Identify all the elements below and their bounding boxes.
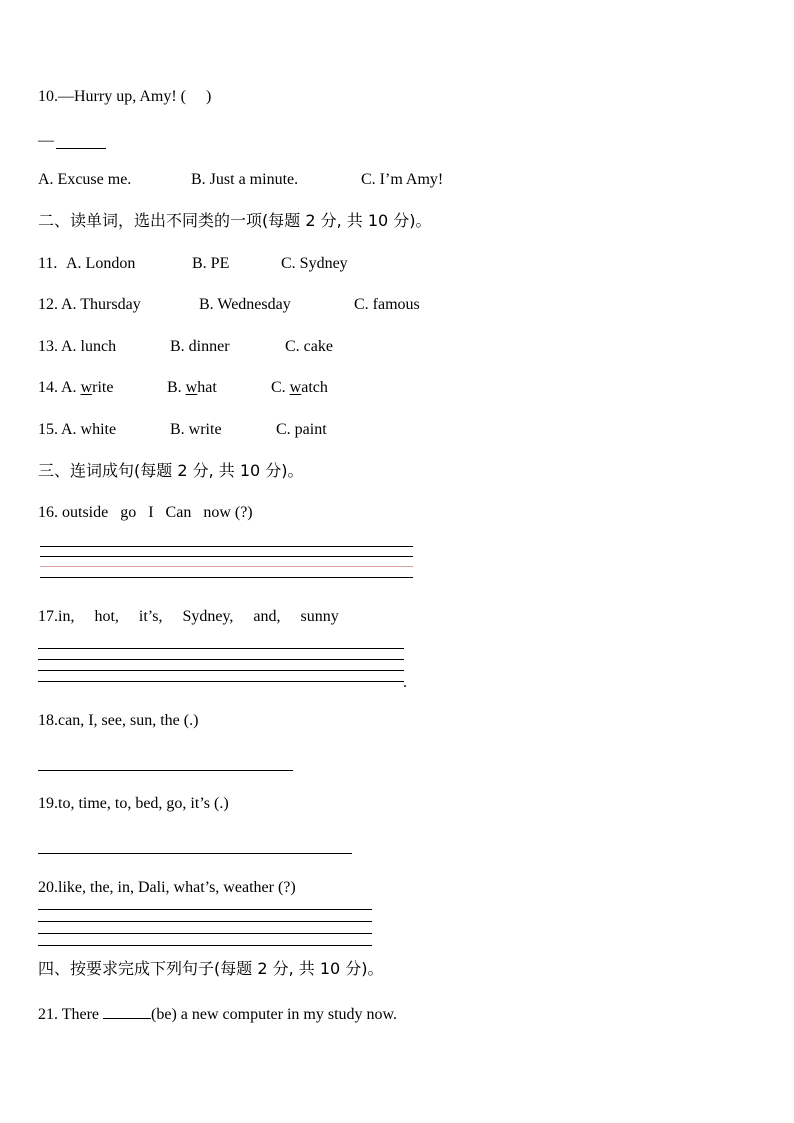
q10-option-a: A. Excuse me. bbox=[38, 171, 132, 188]
q10-answer-dash: — bbox=[38, 132, 54, 149]
q17-writing-line[interactable] bbox=[38, 681, 404, 682]
section4-title: 四、按要求完成下列句子(每题 2 分, 共 10 分)。 bbox=[38, 959, 384, 978]
q16-writing-line[interactable] bbox=[40, 556, 413, 557]
q20-words: 20.like, the, in, Dali, what’s, weather (?) bbox=[38, 879, 296, 896]
q18-answer-line[interactable] bbox=[38, 770, 293, 771]
q15-option-c: C. paint bbox=[276, 421, 327, 438]
q10-stem: 10.—Hurry up, Amy! ( ) bbox=[38, 88, 212, 105]
q13-option-b: B. dinner bbox=[170, 338, 230, 355]
q16-words: 16. outside go I Can now (?) bbox=[38, 504, 253, 521]
section3-title: 三、连词成句(每题 2 分, 共 10 分)。 bbox=[38, 461, 304, 480]
q10-option-c: C. I’m Amy! bbox=[361, 171, 444, 188]
q13-option-a: A. lunch bbox=[61, 338, 117, 355]
q17-end-period: . bbox=[403, 674, 407, 691]
q20-writing-line[interactable] bbox=[38, 921, 372, 922]
q17-writing-line[interactable] bbox=[38, 648, 404, 649]
q13-option-c: C. cake bbox=[285, 338, 333, 355]
q21-answer-blank[interactable] bbox=[103, 1004, 151, 1019]
q13-number: 13. bbox=[38, 338, 58, 355]
q15-option-a: A. white bbox=[61, 421, 117, 438]
q10-option-b: B. Just a minute. bbox=[191, 171, 299, 188]
q14-option-c: C. watch bbox=[271, 379, 328, 396]
q17-writing-line[interactable] bbox=[38, 659, 404, 660]
q17-words: 17.in, hot, it’s, Sydney, and, sunny bbox=[38, 608, 339, 625]
q12-option-b: B. Wednesday bbox=[199, 296, 291, 313]
q20-writing-line[interactable] bbox=[38, 933, 372, 934]
q20-writing-line[interactable] bbox=[38, 909, 372, 910]
q16-writing-line[interactable] bbox=[40, 546, 413, 547]
q18-words: 18.can, I, see, sun, the (.) bbox=[38, 712, 199, 729]
section2-title: 二、读单词，选出不同类的一项(每题 2 分, 共 10 分)。 bbox=[38, 211, 432, 230]
q15-number: 15. bbox=[38, 421, 58, 438]
q21-text: 21. There (be) a new computer in my study now. bbox=[38, 1006, 398, 1023]
q20-writing-line[interactable] bbox=[38, 945, 372, 946]
q12-option-c: C. famous bbox=[354, 296, 420, 313]
q14-option-b: B. what bbox=[167, 379, 217, 396]
q14-number: 14. bbox=[38, 379, 58, 396]
q11-option-c: C. Sydney bbox=[281, 255, 348, 272]
q17-writing-line[interactable] bbox=[38, 670, 404, 671]
q16-writing-line[interactable] bbox=[40, 566, 413, 567]
q12-option-a: A. Thursday bbox=[61, 296, 141, 313]
q19-answer-line[interactable] bbox=[38, 853, 352, 854]
q10-answer-blank[interactable] bbox=[56, 148, 106, 149]
q11-option-a: A. London bbox=[66, 255, 136, 272]
q16-writing-line[interactable] bbox=[40, 577, 413, 578]
q19-words: 19.to, time, to, bed, go, it’s (.) bbox=[38, 795, 229, 812]
q12-number: 12. bbox=[38, 296, 58, 313]
q11-number: 11. bbox=[38, 255, 62, 272]
q15-option-b: B. write bbox=[170, 421, 222, 438]
q14-option-a: A. write bbox=[61, 379, 114, 396]
q11-option-b: B. PE bbox=[192, 255, 230, 272]
